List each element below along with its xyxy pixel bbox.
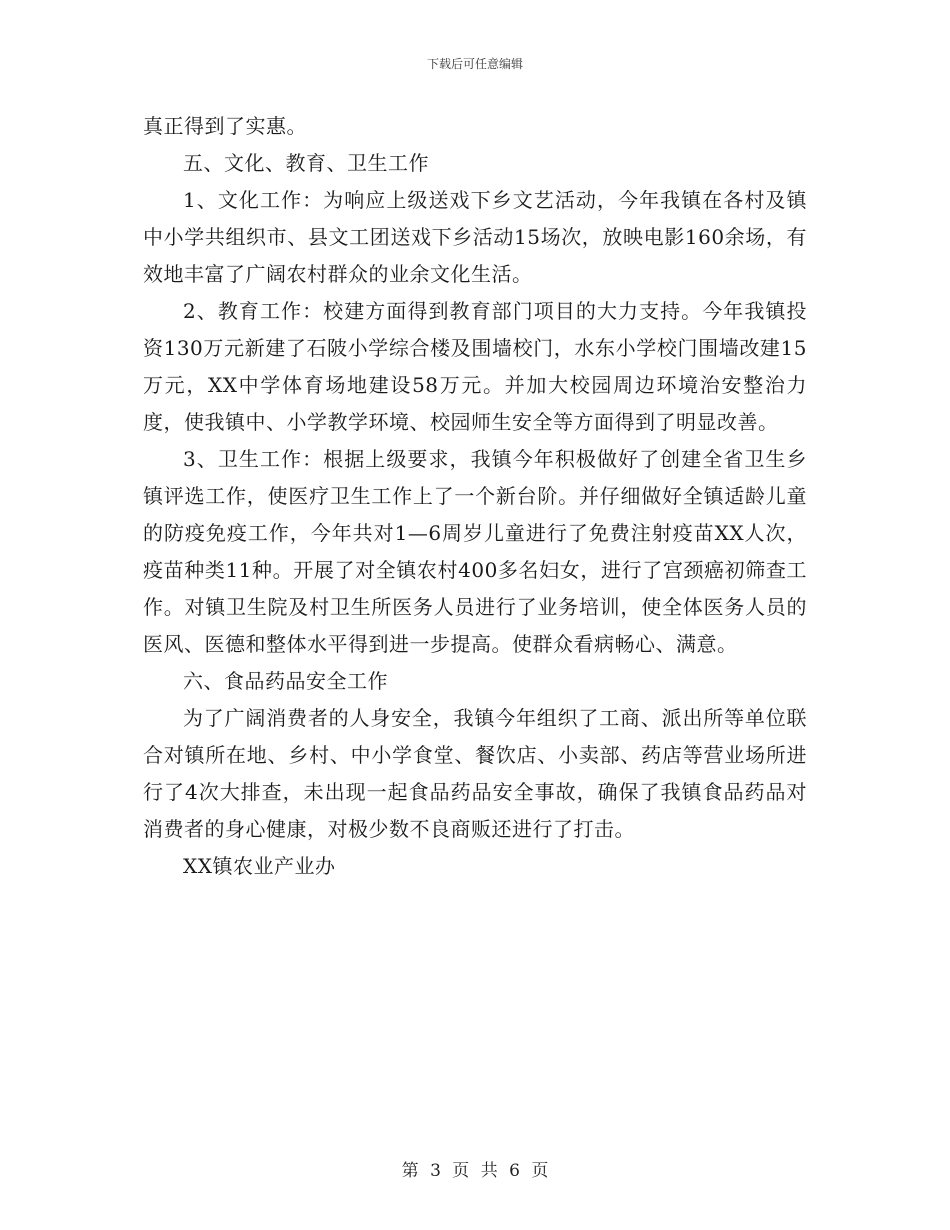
paragraph-food-drug-safety: 为了广阔消费者的人身安全，我镇今年组织了工商、派出所等单位联合对镇所在地、乡村、中小学食堂、餐饮店、小卖部、药店等营业场所进行了4次大排查，未出现一起食品药品安全事故，确保了我镇食品药品对消费者的身心健康，对极少数不良商贩还进行了打击。 <box>143 706 807 841</box>
paragraph-health-work: 3、卫生工作：根据上级要求，我镇今年积极做好了创建全省卫生乡镇评选工作，使医疗卫生工作上了一个新台阶。并仔细做好全镇适龄儿童的防疫免疫工作，今年共对1—6周岁儿童进行了免费注射疫苗XX人次，疫苗种类11种。开展了对全镇农村400多名妇女，进行了宫颈癌初筛查工作。对镇卫生院及村卫生所医务人员进行了业务培训，使全体医务人员的医风、医德和整体水平得到进一步提高。使群众看病畅心、满意。 <box>143 447 807 656</box>
document-body <box>143 108 807 885</box>
page-header: 下载后可任意编辑 <box>426 57 523 71</box>
section-heading-food-drug-safety: 六、食品药品安全工作 <box>183 669 388 693</box>
paragraph-education-work: 2、教育工作：校建方面得到教育部门项目的大力支持。今年我镇投资130万元新建了石陂小学综合楼及围墙校门，水东小学校门围墙改建15万元，XX中学体育场地建设58万元。并加大校园周边环境治安整治力度，使我镇中、小学教学环境、校园师生安全等方面得到了明显改善。 <box>143 299 807 434</box>
paragraph: 真正得到了实惠。 <box>143 114 307 138</box>
section-heading-culture-education-health: 五、文化、教育、卫生工作 <box>183 151 429 175</box>
page-number-footer: 第 3 页 共 6 页 <box>401 1161 549 1181</box>
signature-office: XX镇农业产业办 <box>183 854 336 878</box>
paragraph-culture-work: 1、文化工作：为响应上级送戏下乡文艺活动，今年我镇在各村及镇中小学共组织市、县文工团送戏下乡活动15场次，放映电影160余场，有效地丰富了广阔农村群众的业余文化生活。 <box>143 188 807 286</box>
